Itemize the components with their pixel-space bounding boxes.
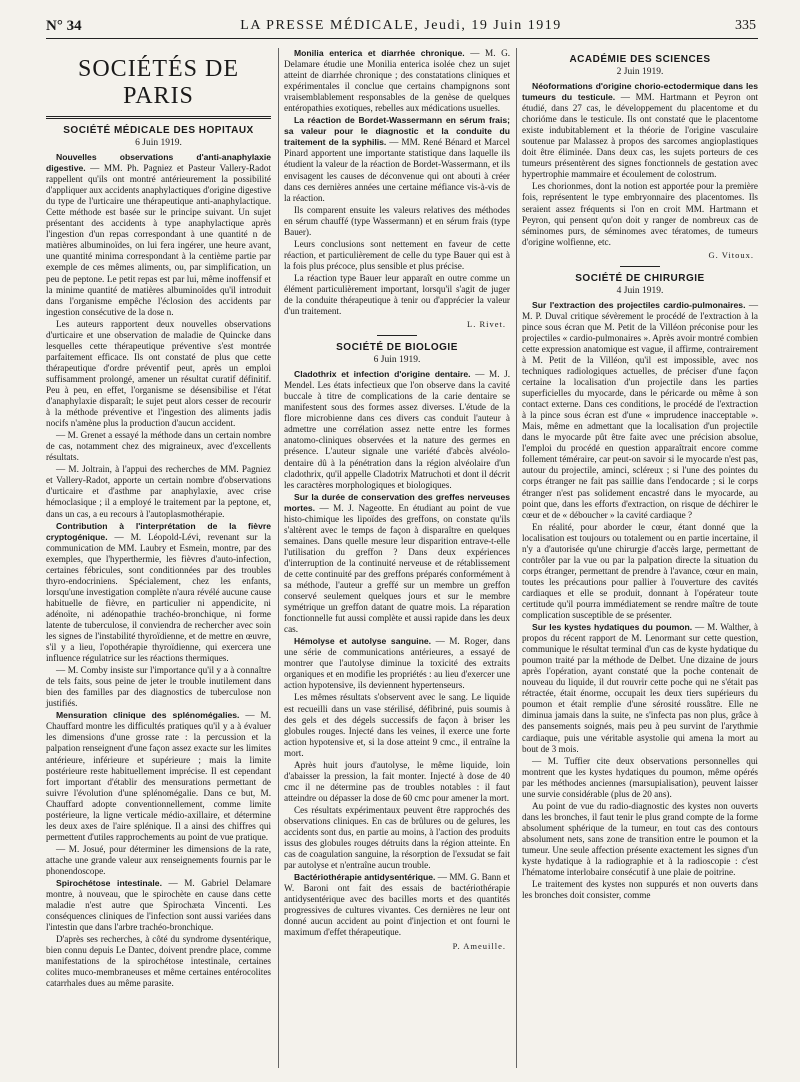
paragraph-lead: Hémolyse et autolyse sanguine.: [294, 636, 432, 647]
article-body: [284, 48, 510, 317]
article-body: [522, 300, 758, 902]
issue-date: Jeudi, 19 Juin 1919: [424, 18, 562, 33]
paragraph-lead: Nouvelles observations d'anti-anaphylaxie digestive.: [46, 152, 271, 174]
paragraph-text: Les auteurs rapportent deux nouvelles observations d'urticaire et une observation de maladie de Quincke dans lesquelles cette thérapeutique préventive s'est montrée parfaitement efficace. Ils ont constaté de plus que cette thérapeutique d'ordre préventif peut, après un emploi suffisamment prolongé, amener un résultat curatif définitif. Peu à peu, en effet, l'organisme se désensibilise et l'état d'anaphylaxie disparaît; le sujet peut alors cesser de recourir à la méthode préventive et l'ingestion des aliments jadis nocifs n'amène plus la production d'aucun accident.: [46, 318, 271, 429]
paragraph-text: — MM. René Bénard et Marcel Pinard apportent une importante statistique dans laquelle ils étudient la valeur de la réaction de Bordet-Wassermann, et ils envisagent les causes de déconvenue qui ont abouti à créer dans ces dernières années une certaine méfiance vis-à-vis de la réaction.: [284, 137, 510, 203]
issue-number: N° 34: [46, 18, 82, 34]
paragraph: [522, 622, 758, 755]
paragraph-text: — M. Chauffard montre les difficultés pratiques qu'il y a à évaluer les dimensions d'une grosse rate : la percussion et la palpation renseignent d'une façon assez exacte sur les limites antérieure, inférieure et supérieure ; mais la limite postérieure reste habituellement imprécise. Il est cependant fort important d'établir des mensurations permettant de suivre l'évolution d'une splénomégalie. Dans ce but, M. Chauffard adopte conventionnellement, comme limite postérieure, la ligne verticale médio-axillaire, et détermine les deux axes de l'aire splénique. Il a ainsi des chiffres qui permettent d'utiles rapprochements au point de vue pratique.: [46, 710, 271, 842]
page-number: 335: [735, 18, 756, 33]
paragraph-text: Leurs conclusions sont nettement en faveur de cette réaction, et particulièrement de celle du type Bauer qui est à la fois plus précoce, plus sensible et plus précise.: [284, 238, 510, 271]
paragraph-lead: Contribution à l'interprétation de la fièvre cryptogénique.: [46, 520, 271, 542]
section-heading: SOCIÉTÉ DE BIOLOGIE: [336, 342, 458, 354]
page-header: [46, 18, 756, 40]
session-date: 4 Juin 1919.: [616, 285, 664, 296]
separator: [377, 335, 417, 336]
article-body: [284, 369, 510, 938]
paragraph-lead: Mensuration clinique des splénomégalies.: [56, 710, 240, 721]
main-title: SOCIÉTÉS DE PARIS: [78, 56, 239, 109]
paragraph: [284, 115, 510, 203]
paragraph: [522, 181, 758, 247]
paragraph-text: — M. Léopold-Lévi, revenant sur la communication de MM. Laubry et Esmein, montre, par des exemples, que l'hyperthermie, les fièvres d'auto-infection, certaines fébricules, sont conditionnées par des troubles thyro-endocriniens. Spécialement, chez les enfants, lorsqu'une investigation complète n'aura révélé aucune cause habituelle de fièvre, en particulier ni appendicite, ni adénoïte, ni adénopathie trachéo-bronchique, ni forme latente de tuberculose, il conviendra de rechercher avec soin les signes de l'instabilité thyroïdienne, et de mettre en œuvre, s'il y a lieu, l'opothérapie thyroïdienne, qui exercera une influence régulatrice sur les réactions thermiques.: [46, 531, 271, 664]
paragraph: [284, 692, 510, 758]
session-date: 2 Juin 1919.: [616, 67, 664, 77]
paragraph-text: Ces résultats expérimentaux peuvent être rapprochés des observations cliniques. En cas de brûlures ou de gelures, les accidents sont dus, en partie au moins, à l'action des produits issus des globules rouges détruits dans la région atteinte. En cas de coagulation sanguine, la résorption de l'exsudat se fait par autolyse et n'entraîne aucun trouble.: [284, 804, 510, 871]
column-divider: [278, 48, 279, 1068]
section-heading: SOCIÉTÉ DE CHIRURGIE: [575, 272, 705, 284]
paragraph: [522, 522, 758, 621]
paragraph-text: Ils comparent ensuite les valeurs relatives des méthodes en sérum chauffé (type Wassermann) et en sérum frais (type Bauer).: [284, 204, 510, 237]
paragraph-text: — M. P. Duval critique sévèrement le procédé de l'extraction à la pince sous écran que M. Petit de la Villéon préconise pour les projectiles « cardio-pulmonaires ». Après avoir montré combien cette expression anatomique est vague, il affirme, contrairement à M. Petit de la Villéon, qu'il est impossible, avec nos techniques radiologiques actuelles, de préciser d'une façon certaine la localisation d'un projectile dans les parties superficielles du myocarde, dans le péricarde ou même à son contact externe. Dans ces conditions, le procédé de l'extraction à la pince sous écran est d'une « imprudence inacceptable ». Mais, même en admettant que la localisation d'un projectile dans le myocarde pût être faite avec une précision absolue, l'emploi du procédé en question apparaîtrait encore comme follement téméraire, car peut-on savoir si le myocarde n'est pas, autour du projectile, aminci, scléreux ; si l'une des pointes du corps étranger ne fait pas saillie dans l'endocarde ; si le corps étranger n'est pas solidement encastré dans le myocarde, au point que, dans les efforts d'extraction, on risque de déchirer le cœur et de « déboucher » la cavité cardiaque ?: [522, 299, 759, 520]
paragraph: [522, 81, 758, 180]
paragraph: [46, 710, 271, 843]
paragraph-lead: La réaction de Bordet-Wassermann en sérum frais; sa valeur pour le diagnostic et la conduite du traitement de la syphilis.: [284, 115, 510, 148]
title-rule: [46, 116, 271, 119]
paragraph-text: D'après ses recherches, à côté du syndrome dysentérique, bien connu depuis Le Dantec, doivent prendre place, comme manifestations de la spirochétose intestinale, certaines colites muco-membraneuses et même certaines entérocolites catarrhales dues au même parasite.: [46, 934, 271, 989]
paragraph-text: — M. Grenet a essayé la méthode dans un certain nombre de cas, notamment chez des migraineux, avec d'excellents résultats.: [46, 430, 271, 463]
paragraph: [46, 430, 271, 463]
paragraph: [284, 273, 510, 317]
paragraph: [284, 48, 510, 114]
paragraph: [46, 521, 271, 665]
column-3: [522, 48, 758, 902]
signature: G. Vitoux.: [708, 249, 754, 260]
article-body: [522, 81, 758, 248]
article-body: [46, 152, 271, 990]
paragraph-text: — M. Josué, pour déterminer les dimensions de la rate, attache une grande valeur aux renseignements fournis par le phonendoscope.: [46, 843, 271, 876]
paragraph-text: — M. J. Nageotte. En étudiant au point de vue histo-chimique les lipoïdes des greffons, on constate qu'ils s'altèrent avec le temps de façon à disparaître en quelques semaines. Dans quelle mesure leur disparition entrave-t-elle l'utilisation du greffon ? Dans deux expériences d'interruption de la continuité nerveuse et de rétablissement de cette continuité par des greffons préparés conformément à sa méthode, l'auteur a greffé sur un membre un greffon conservé seulement quelques jours et sur le membre symétrique un greffon datant de quatre mois. La réparation fonctionnelle fut aussi complète et aussi rapide dans les deux cas.: [284, 502, 510, 635]
paragraph-text: — MM. Hartmann et Peyron ont étudié, dans 27 cas, le développement du placentome et du chorióme dans le testicule. Ils ont constaté que le placentome existe indubitablement et la théorie de l'origine vasculaire soutenue par Malassez à propos des sarcomes angioplastiques doit être éliminée. Dans deux cas, les sujets porteurs de ces tumeurs présentèrent des signes fonctionnels de gestation avec hypertrophie mammaire et écoulement de colostrum.: [522, 92, 758, 180]
paragraph-lead: Spirochétose intestinale.: [56, 878, 162, 889]
paragraph: [522, 879, 758, 901]
paragraph: [284, 492, 510, 636]
journal-name: LA PRESSE MÉDICALE,: [240, 18, 420, 33]
paragraph: [284, 239, 510, 272]
session-date: 6 Juin 1919.: [373, 355, 421, 366]
paragraph: [46, 878, 271, 933]
separator: [620, 266, 660, 267]
paragraph: [522, 801, 758, 878]
paragraph-lead: Bactériothérapie antidysentérique.: [294, 872, 436, 883]
paragraph-text: — M. Gabriel Delamare montre, à nouveau, que le spirochète en cause dans cette maladie n'est autre que Spirochæta Vincenti. Les conséquences cliniques de l'infection sont aussi variées dans l'intestin que dans l'arbre trachéo-bronchique.: [46, 878, 271, 933]
paragraph: [46, 934, 271, 989]
paragraph-text: Après huit jours d'autolyse, le même liquide, loin d'abaisser la pression, la fait monter. Injecté à dose de 40 cmc il ne détermine pas de troubles notables : il faut atteindre ou dépasser la dose de 60 cmc pour amener la mort.: [284, 759, 510, 803]
paragraph-text: — M. G. Delamare étudie une Monilia enterica isolée chez un sujet atteint de diarrhée chronique ; des constatations cliniques et expérimentales il conclue que certains champignons sont vraisemblablement responsables de la genèse de quelques entéropathies exotiques, rebelles aux médications usuelles.: [284, 48, 511, 114]
paragraph-text: — MM. Ph. Pagniez et Pasteur Vallery-Radot rappellent qu'ils ont montré antérieurement la possibilité d'appliquer aux accidents anaphylactiques d'origine digestive du type de l'urticaire une thérapeutique anti-anaphylactique. Cette méthode est basée sur le principe suivant. Un sujet présentant des accidents à type anaphylactique après l'ingestion d'un repas correspondant à une quantité n de matières albuminoïdes, on lui fera ingérer, une heure avant, une quantité minima correspondant à la centième partie par exemple de ces mêmes aliments, ou, par simplification, un peu de peptone. Le petit repas est par lui, même inoffensif et la minime quantité de matières albuminoïdes qu'il introduit dans l'organisme empêche l'éclosion des accidents par ingestion consécutive de la dose n.: [46, 163, 271, 317]
paragraph: [284, 369, 510, 491]
paragraph-text: — M. Tuffier cite deux observations personnelles qui montrent que les kystes hydatiques du poumon, même opérés par les méthodes anciennes (marsupialisation), peuvent laisser une survie considérable (plus de 20 ans).: [522, 755, 758, 799]
paragraph: [284, 760, 510, 804]
paragraph-text: Au point de vue du radio-diagnostic des kystes non ouverts dans les bronches, il faut tenir le plus grand compte de la forme absolument sphérique de la tumeur, en tout cas des contours absolument nets, sans zone de transition entre le poumon et la tumeur. Une seule affection présente exactement les signes d'un kyste hydatique à la radiographie et à la radioscopie : c'est l'hématome interlobaire consécutif à une plaie de poitrine.: [522, 800, 758, 878]
section-heading: SOCIÉTÉ MÉDICALE DES HOPITAUX: [63, 125, 254, 136]
paragraph-text: Les chorionmes, dont la notion est apportée pour la première fois, représentent le type embryonnaire des placentomes. Ils seraient assez fréquents si l'on en croit MM. Hartmann et Peyron, qui pensent qu'on doit y ranger de nombreux cas de séminomes purs, de séminomes avec tératomes, de tumeurs d'origine wolfienne, etc.: [522, 181, 758, 247]
signature: L. Rivet.: [467, 319, 506, 330]
paragraph-lead: Monilia enterica et diarrhée chronique.: [294, 48, 465, 58]
column-2: [284, 48, 510, 955]
paragraph: [46, 665, 271, 709]
paragraph: [46, 464, 271, 519]
paragraph-text: — M. Comby insiste sur l'importance qu'il y a à connaître de tels faits, sous peine de jeter le trouble inutilement dans bien des familles par des diagnostics de tuberculose non justifiés.: [46, 665, 271, 709]
paragraph-lead: Néoformations d'origine chorio-ectodermique dans les tumeurs du testicule.: [522, 81, 758, 103]
paragraph: [522, 756, 758, 800]
paragraph-text: En réalité, pour aborder le cœur, étant donné que la localisation est toujours ou totalement ou en partie incertaine, il n'y a d'autorisée qu'une chirurgie d'accès large, permettant de contrôler par la vue ou par la palpation directe la situation du corps étranger, permettant de prendre à l'avance, cœur en main, toutes les précautions pour pallier à l'ouverture des cavités cardiaques et elle se produit, donnant à l'opérateur toute certitude qu'il pourra immédiatement se rendre maître de toute complication susceptible de se présenter.: [522, 521, 758, 621]
session-date: 6 Juin 1919.: [135, 138, 182, 148]
paragraph: [46, 844, 271, 877]
column-divider: [516, 48, 517, 1068]
paragraph: [284, 872, 510, 938]
paragraph: [46, 152, 271, 318]
paragraph-text: — M. Roger, dans une série de communications antérieures, a essayé de montrer que l'autolyse diminue la toxicité des extraits organiques et en modifie les propriétés : au lieu d'exercer une action hypotensive, ils deviennent hypertenseurs.: [284, 636, 510, 691]
paragraph: [284, 636, 510, 691]
signature: P. Ameuille.: [452, 940, 506, 951]
paragraph-lead: Sur l'extraction des projectiles cardio-pulmonaires.: [532, 299, 746, 310]
paragraph-text: La réaction type Bauer leur apparaît en outre comme un élément particulièrement important, lorsqu'il s'agit de juger de la conduite thérapeutique à tenir ou d'apprécier la valeur d'un traitement.: [284, 272, 510, 317]
paragraph-text: — M. J. Mendel. Les états infectieux que l'on observe dans la cavité buccale à titre de complications de la carie dentaire se manifestent sous des formes assez diverses. L'étude de la flore microbienne dans ces divers cas conduit l'auteur à admettre une corrélation assez nette entre les formes anatomo-cliniques observées et la nature des germes en présence. L'auteur signale une variété d'abcès alvéolo-dentaire dû à la pénétration dans la région alvéolaire d'un cladothrix, qu'il appelle Cladotrix Matruchoti et dont il décrit les caractères morphologiques et biologiques.: [284, 369, 510, 490]
paragraph: [46, 319, 271, 429]
paragraph-text: — M. Walther, à propos du récent rapport de M. Lenormant sur cette question, communique le résultat terminal d'un cas de kyste hydatique du poumon traité par la méthode de Delbet. Une dizaine de jours après l'opération, ayant constaté que la poche contenait de nouveau du liquide, il dut rouvrir cette poche qui ne s'était pas rétractée, était énorme, occupait les deux tiers supérieurs du poumon et était remplie d'une sérosité roussâtre. Elle ne diminua jamais dans la suite, ne s'infecta pas non plus, grâce à des pansements soignés, mais peu à peu survint de l'arythmie cardiaque, puis une véritable asystolie qui amena la mort au bout de 3 mois.: [522, 622, 759, 754]
header-rule: [46, 38, 758, 39]
paragraph-lead: Cladothrix et infection d'origine dentaire.: [294, 369, 471, 380]
paragraph: [522, 300, 758, 521]
section-heading: ACADÉMIE DES SCIENCES: [569, 54, 711, 65]
paragraph-lead: Sur la durée de conservation des greffes nerveuses mortes.: [284, 491, 510, 513]
paragraph-text: Les mêmes résultats s'observent avec le sang. Le liquide est recueilli dans un vase stérilisé, défibriné, puis soumis à des gels et des dégels successifs de façon à briser les globules rouges. Injecté dans les veines, il exerce une forte action hypotensive et, si la dose atteint 9 cmc., il entraîne la mort.: [284, 692, 510, 758]
paragraph-lead: Sur les kystes hydatiques du poumon.: [532, 622, 693, 633]
column-1: [46, 48, 271, 991]
paragraph-text: — M. Joltrain, à l'appui des recherches de MM. Pagniez et Vallery-Radot, apporte un certain nombre d'observations d'urticaire et d'asthme par anaphylaxie, avec crise hémoclasique ; il a employé le traitement par la peptone, et, dans un cas, a eu recours à l'autoplasmothérapie.: [46, 464, 271, 519]
paragraph: [284, 205, 510, 238]
journal-title: [46, 18, 756, 34]
paragraph: [284, 805, 510, 871]
paragraph-text: — MM. G. Bann et W. Baroni ont fait des essais de bactériothérapie antidysentérique avec des bacilles morts et des quantités progressives de cultures vivantes. Ces dernières ne leur ont donné aucun accident au point d'injection et ont fourni le maximum d'effet thérapeutique.: [284, 872, 510, 938]
paragraph-text: Le traitement des kystes non suppurés et non ouverts dans les bronches doit consister, comme: [522, 879, 758, 901]
